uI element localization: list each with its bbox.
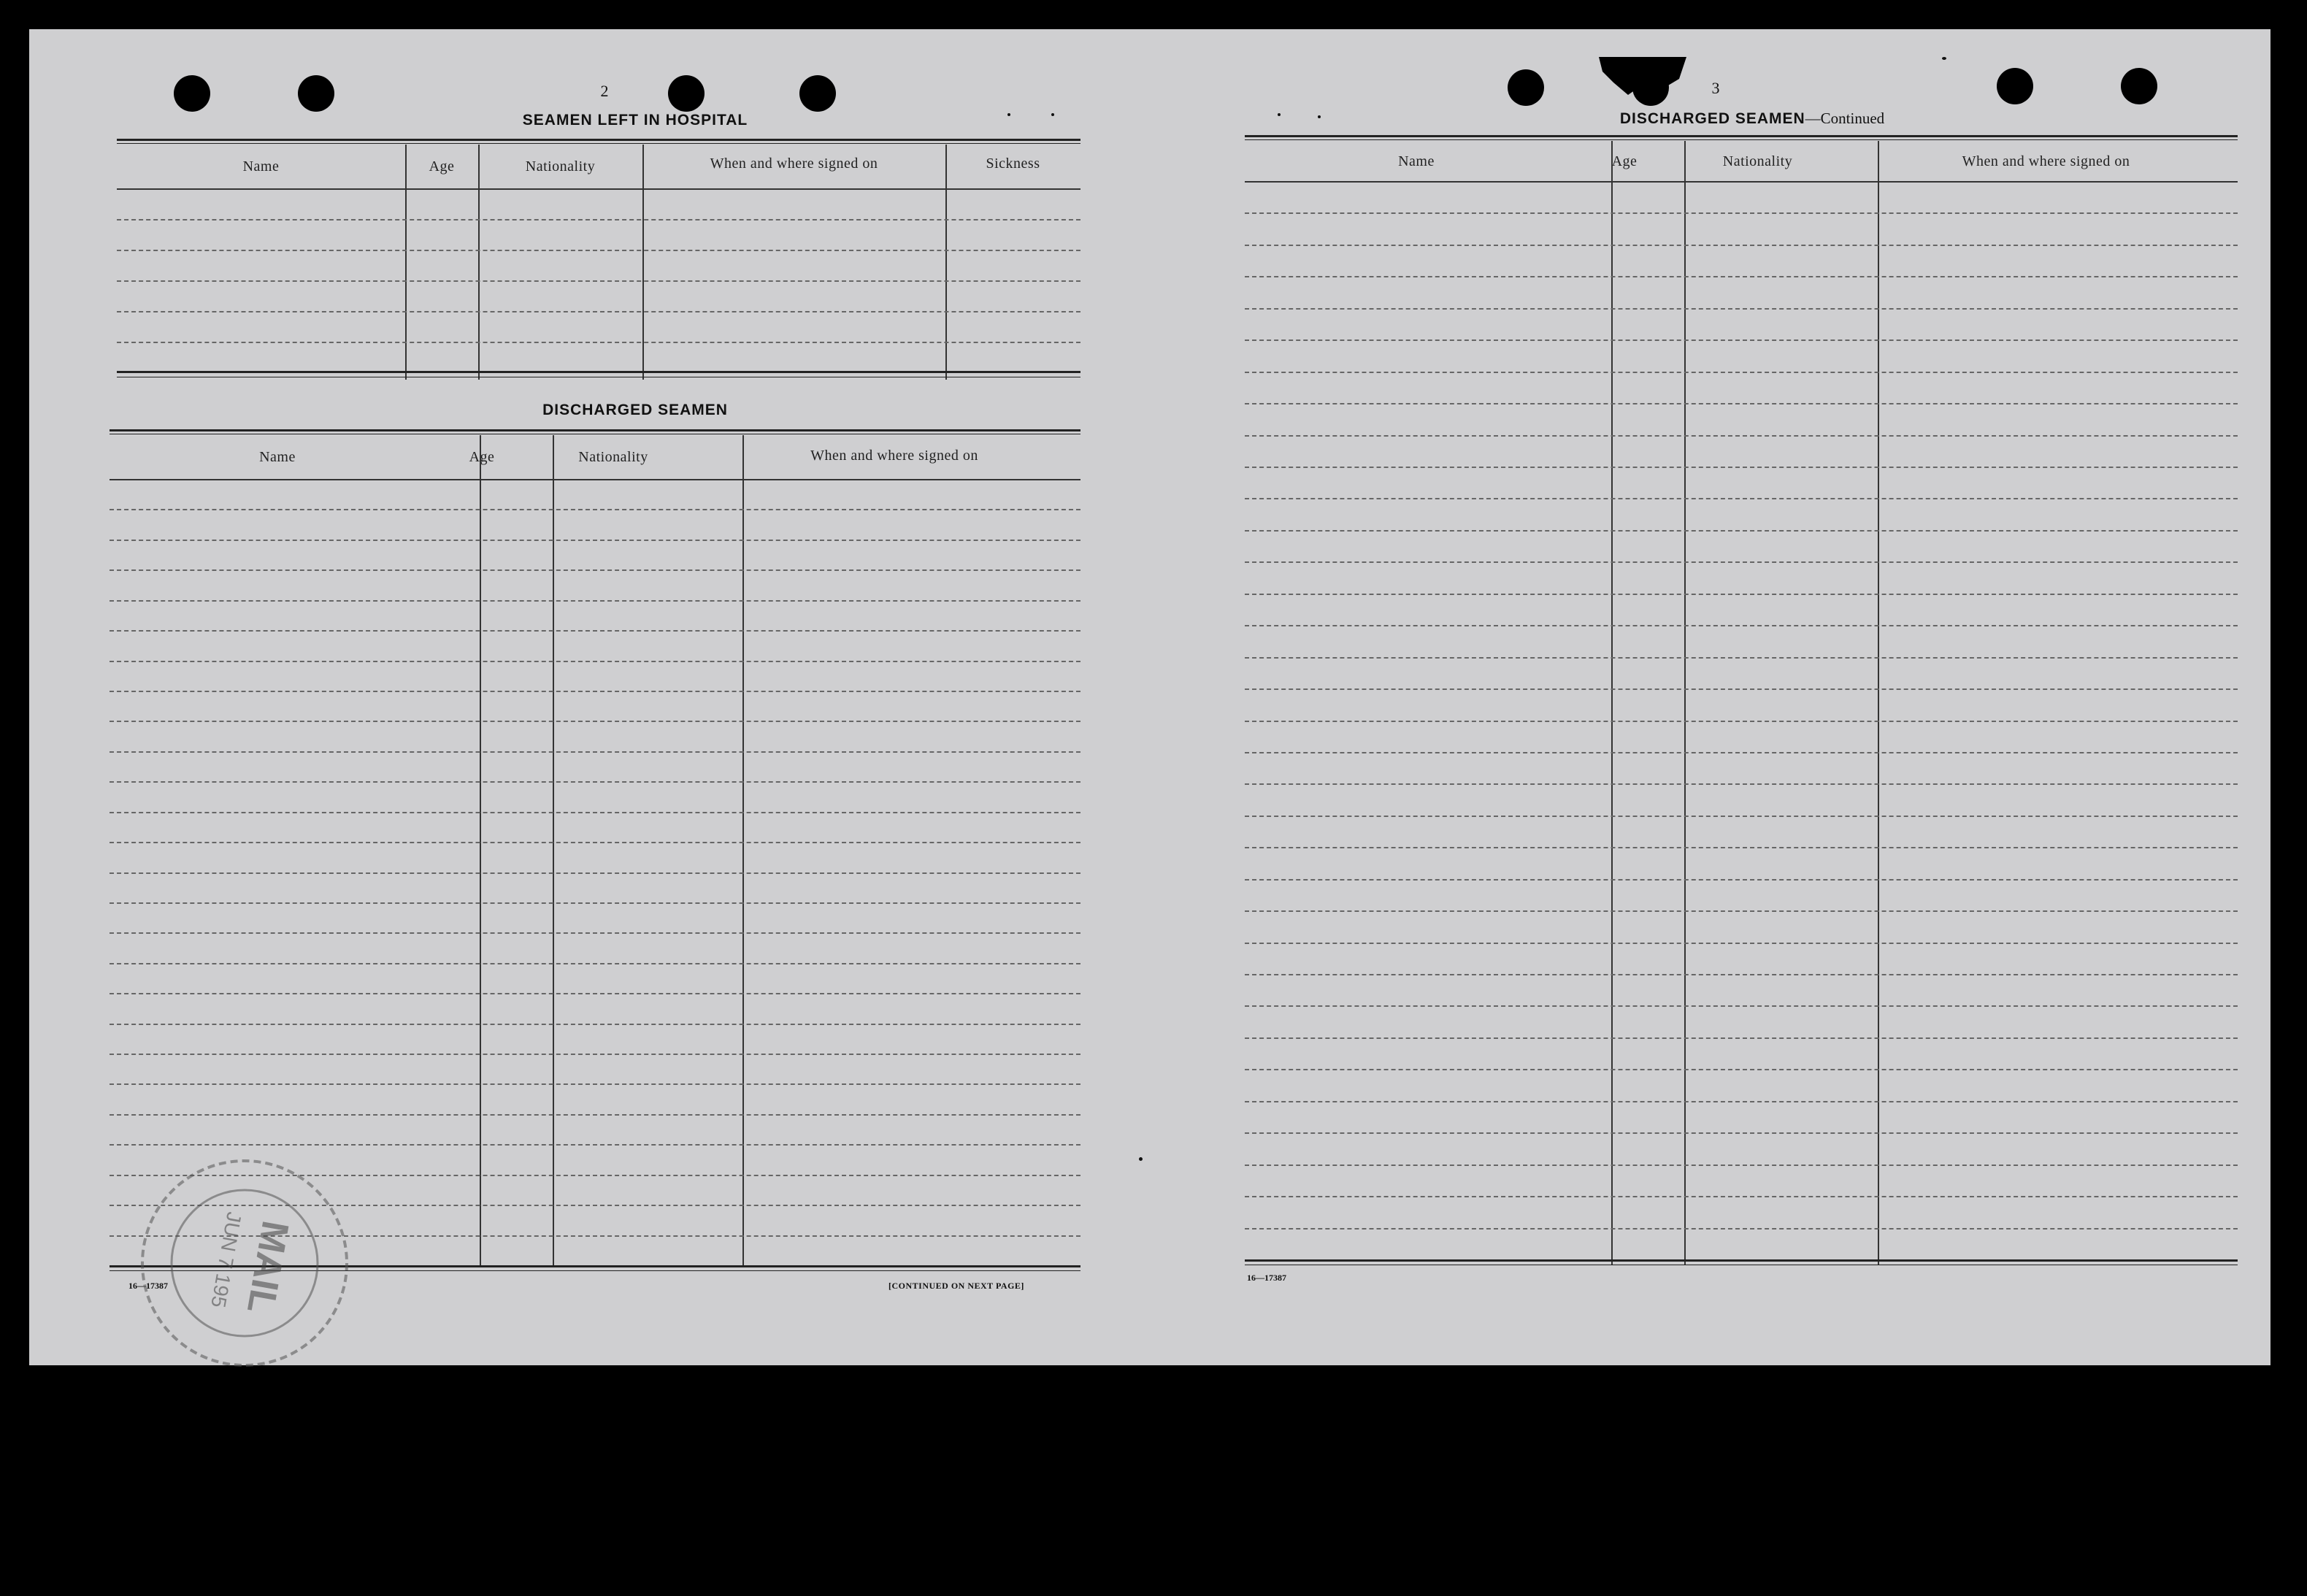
col-header-name: Name (242, 158, 280, 174)
page-number-right: 3 (1711, 79, 1720, 97)
table-row-line (1245, 594, 2238, 595)
table-row-line (1245, 625, 2238, 626)
discharged-table-right (1245, 135, 2238, 1296)
table-row-line (110, 751, 1080, 753)
table-row-line (1245, 498, 2238, 499)
punch-hole (174, 75, 210, 112)
table-row-line (1245, 212, 2238, 214)
table-row-line (1245, 308, 2238, 310)
page-number-left: 2 (600, 82, 609, 100)
punch-hole (668, 75, 705, 112)
table-row-line (1245, 910, 2238, 912)
table-row-line (1245, 721, 2238, 722)
punch-hole (799, 75, 836, 112)
table-row-line (1245, 783, 2238, 785)
table-row-line (110, 963, 1080, 964)
table-row-line (110, 509, 1080, 510)
table-row-line (1245, 943, 2238, 944)
table-row-line (1245, 1196, 2238, 1197)
table-row-line (110, 1054, 1080, 1055)
form-number-left: 16—17387 (128, 1281, 168, 1291)
continued-note: [CONTINUED ON NEXT PAGE] (888, 1281, 1024, 1291)
table-row-line (110, 630, 1080, 632)
col-header-signed-on: When and where signed on (1962, 153, 2130, 169)
table-row-line (110, 932, 1080, 934)
table-row-line (1245, 339, 2238, 341)
col-header-sickness: Sickness (986, 156, 1040, 172)
col-header-signed-on: When and where signed on (810, 448, 978, 464)
table-row-line (110, 691, 1080, 692)
discharged-section-title: DISCHARGED SEAMEN (542, 402, 728, 418)
table-row-line (1245, 1228, 2238, 1229)
table-row-line (110, 569, 1080, 571)
continued-suffix: —Continued (1805, 110, 1885, 127)
col-header-age: Age (429, 158, 455, 174)
table-row-line (110, 1114, 1080, 1116)
ink-speck (1318, 115, 1321, 118)
table-row-line (1245, 1165, 2238, 1166)
col-header-nationality: Nationality (1722, 153, 1793, 169)
table-row-line (1245, 688, 2238, 690)
table-row-line (110, 721, 1080, 722)
table-row-line (110, 600, 1080, 602)
ink-speck (1051, 113, 1054, 116)
punch-hole (1997, 68, 2033, 104)
table-row-line (110, 812, 1080, 813)
document-sheet (29, 29, 2270, 1365)
table-row-line (110, 540, 1080, 541)
table-row-line (1245, 435, 2238, 437)
stamp-mail-text: MAIL (238, 1217, 297, 1317)
table-row-line (1245, 530, 2238, 532)
table-row-line (1245, 1101, 2238, 1102)
table-row-line (1245, 1132, 2238, 1134)
discharged-continued-title (1270, 110, 2234, 128)
table-row-line (1245, 1005, 2238, 1007)
col-header-name: Name (1398, 153, 1435, 169)
table-row-line (110, 872, 1080, 874)
table-row-line (110, 661, 1080, 662)
col-header-nationality: Nationality (578, 449, 648, 465)
table-row-line (1245, 403, 2238, 404)
ink-speck (1139, 1157, 1143, 1161)
col-header-age: Age (1611, 153, 1638, 169)
table-row-line (1245, 657, 2238, 659)
postal-stamp (124, 1154, 365, 1373)
table-row-line (110, 842, 1080, 843)
table-row-line (110, 1144, 1080, 1146)
col-header-age: Age (469, 449, 495, 465)
ink-speck (1942, 57, 1946, 60)
table-row-line (1245, 847, 2238, 848)
table-row-line (1245, 245, 2238, 246)
table-row-line (110, 1024, 1080, 1025)
table-row-line (110, 993, 1080, 994)
torn-edge (1599, 57, 1686, 97)
table-row-line (1245, 561, 2238, 563)
table-row-line (1245, 467, 2238, 468)
punch-hole (1508, 69, 1544, 106)
table-row-line (1245, 974, 2238, 975)
table-row-line (1245, 752, 2238, 753)
punch-hole (298, 75, 334, 112)
hospital-table (117, 139, 1080, 416)
ink-speck (1278, 113, 1281, 116)
table-row-line (1245, 372, 2238, 373)
form-number-right: 16—17387 (1247, 1273, 1286, 1283)
stamp-date-text: JUN 7 195 (207, 1210, 246, 1310)
table-row-line (1245, 1069, 2238, 1070)
col-header-nationality: Nationality (525, 158, 596, 174)
table-row-line (1245, 1037, 2238, 1039)
discharged-continued-title-main: DISCHARGED SEAMEN (1619, 110, 1805, 127)
col-header-signed-on: When and where signed on (710, 156, 878, 172)
hospital-section-title: SEAMEN LEFT IN HOSPITAL (522, 112, 748, 128)
table-row-line (110, 1083, 1080, 1085)
table-row-line (1245, 276, 2238, 277)
table-row-line (1245, 816, 2238, 817)
table-row-line (1245, 879, 2238, 881)
table-row-line (110, 781, 1080, 783)
col-header-name: Name (259, 449, 296, 465)
table-row-line (110, 902, 1080, 904)
ink-speck (1007, 113, 1010, 116)
punch-hole (2121, 68, 2157, 104)
